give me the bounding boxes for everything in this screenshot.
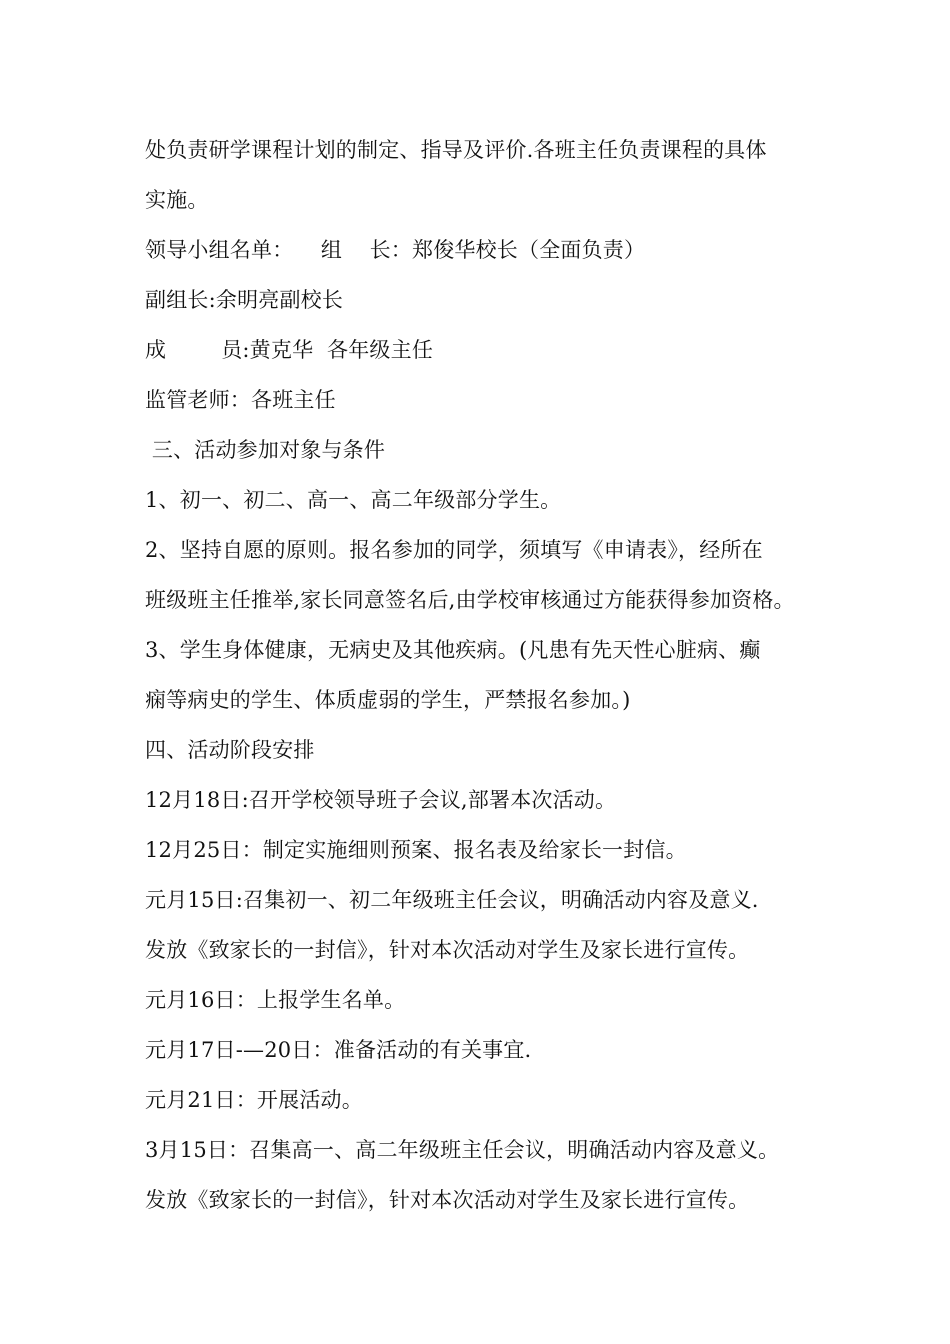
list-item: 3、学生身体健康，无病史及其他疾病。(凡患有先天性心脏病、癫 [145, 638, 761, 662]
section-heading: 四、活动阶段安排 [145, 738, 315, 762]
text-line: 发放《致家长的一封信》，针对本次活动对学生及家长进行宣传。 [145, 938, 750, 962]
text-line: 成 员:黄克华 各年级主任 [145, 338, 434, 362]
text-line: 处负责研学课程计划的制定、指导及评价.各班主任负责课程的具体 [145, 138, 767, 162]
section-heading: 三、活动参加对象与条件 [145, 438, 386, 462]
text-line: 实施。 [145, 188, 209, 212]
schedule-item: 3月15日：召集高一、高二年级班主任会议，明确活动内容及意义。 [145, 1138, 780, 1162]
list-item: 2、坚持自愿的原则。报名参加的同学，须填写《申请表》，经所在 [145, 538, 763, 562]
text-line: 副组长:余明亮副校长 [145, 288, 344, 312]
schedule-item: 元月21日：开展活动。 [145, 1088, 363, 1112]
text-line: 监管老师：各班主任 [145, 388, 336, 412]
schedule-item: 12月18日:召开学校领导班子会议,部署本次活动。 [145, 788, 617, 812]
text-line: 痫等病史的学生、体质虚弱的学生，严禁报名参加。) [145, 688, 631, 712]
schedule-item: 12月25日：制定实施细则预案、报名表及给家长一封信。 [145, 838, 687, 862]
schedule-item: 元月15日:召集初一、初二年级班主任会议，明确活动内容及意义. [145, 888, 759, 912]
schedule-item: 元月16日：上报学生名单。 [145, 988, 406, 1012]
text-line: 领导小组名单： 组 长：郑俊华校长（全面负责） [145, 238, 646, 262]
schedule-item: 元月17日-—20日：准备活动的有关事宜. [145, 1038, 532, 1062]
list-item: 1、初一、初二、高一、高二年级部分学生。 [145, 488, 562, 512]
text-line: 发放《致家长的一封信》，针对本次活动对学生及家长进行宣传。 [145, 1188, 750, 1212]
text-line: 班级班主任推举,家长同意签名后,由学校审核通过方能获得参加资格。 [145, 588, 795, 612]
